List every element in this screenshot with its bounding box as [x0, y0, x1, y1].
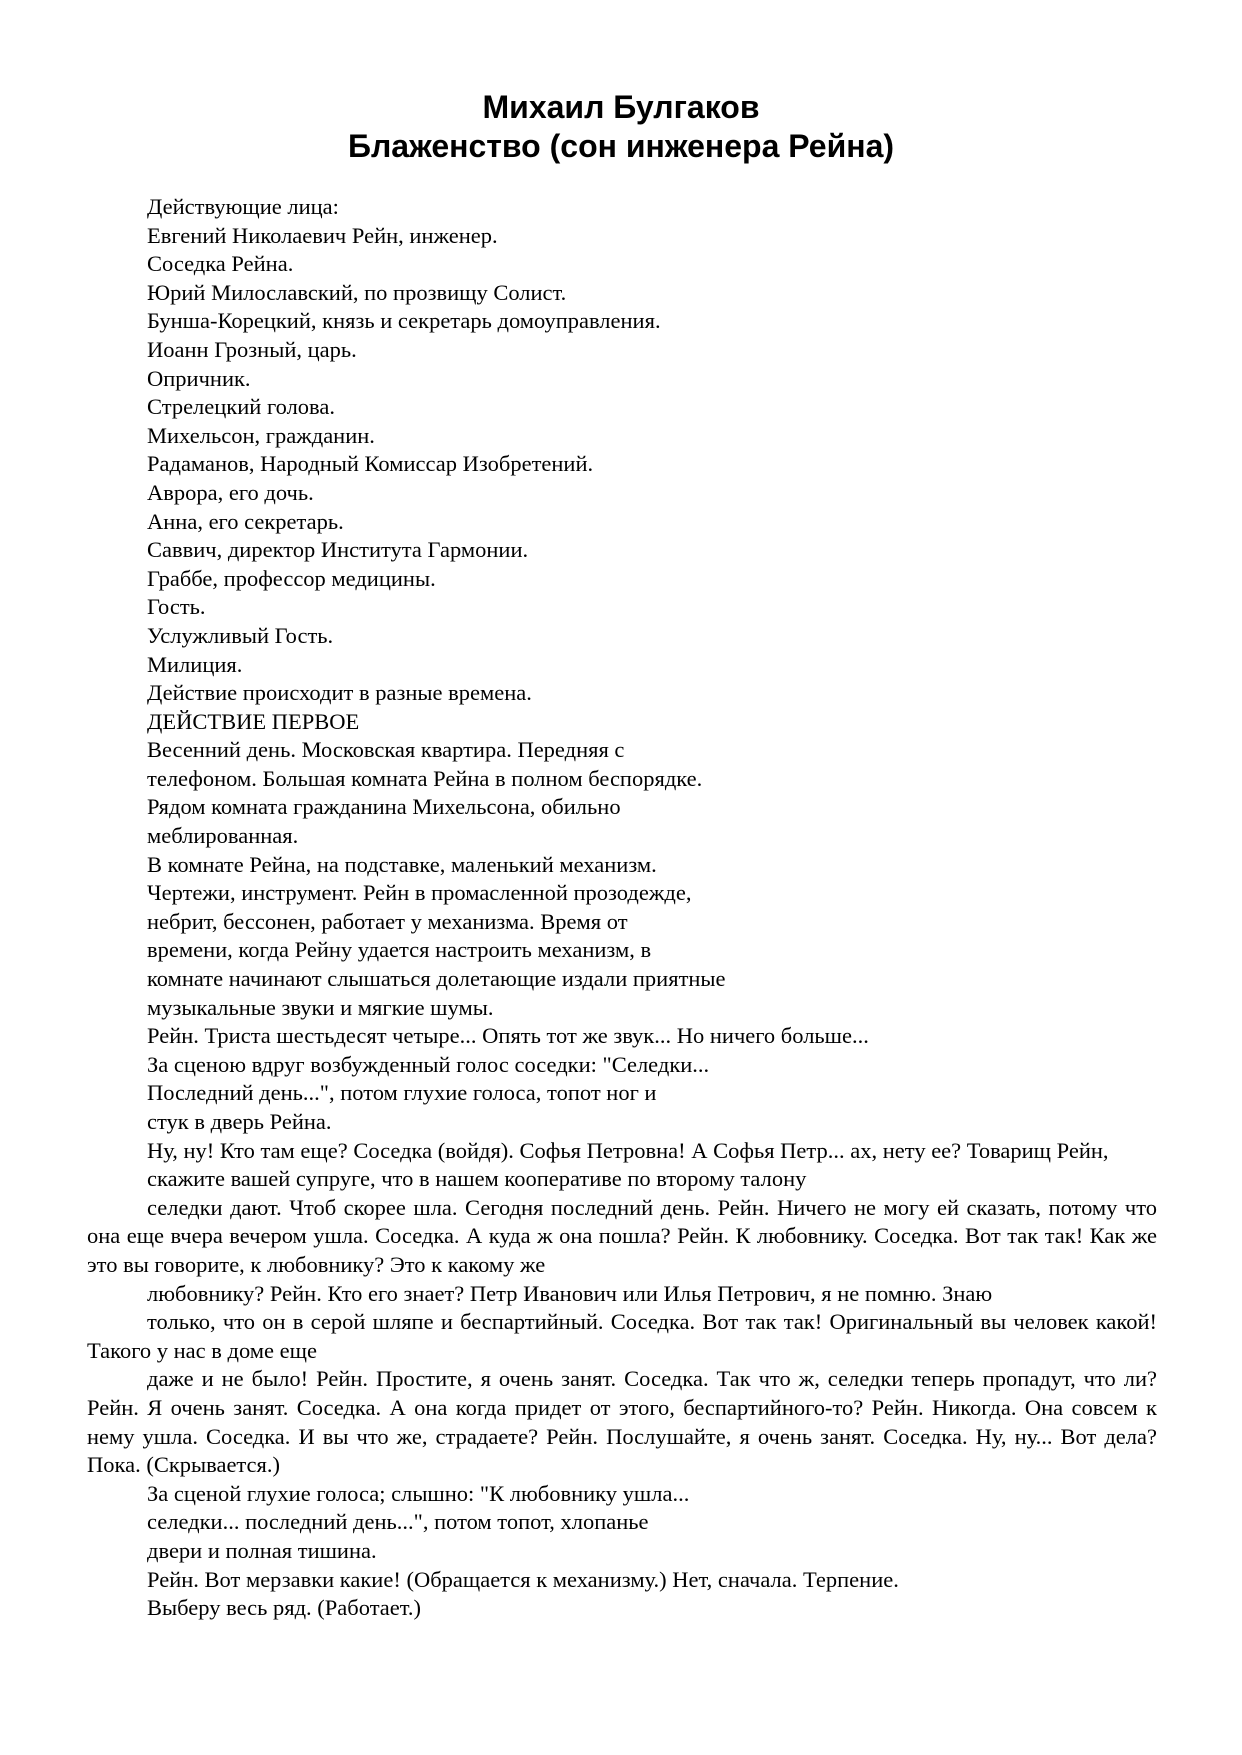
text-line: Весенний день. Московская квартира. Передняя с: [147, 737, 625, 763]
text-line: Милиция.: [147, 651, 243, 677]
text-line: Бунша-Корецкий, князь и секретарь домоуправления.: [147, 308, 661, 334]
text-line: Евгений Николаевич Рейн, инженер.: [147, 222, 498, 248]
text-line: Граббе, профессор медицины.: [147, 565, 436, 591]
text-line: Саввич, директор Института Гармонии.: [147, 537, 529, 563]
text-line: Действующие лица:: [147, 194, 339, 219]
text-line: Выберу весь ряд. (Работает.): [147, 1595, 422, 1621]
text-line: Стрелецкий голова.: [147, 394, 335, 420]
text-line: Гость.: [147, 594, 206, 620]
text-line: Чертежи, инструмент. Рейн в промасленной прозодежде,: [147, 880, 692, 906]
text-line: скажите вашей супруге, что в нашем кооперативе по второму талону: [147, 1166, 807, 1192]
text-line: Последний день...", потом глухие голоса, топот ног и: [147, 1080, 657, 1106]
text-line: Действие происходит в разные времена.: [147, 680, 532, 706]
text-line: Опричник.: [147, 365, 251, 391]
text-line: Михельсон, гражданин.: [147, 422, 375, 448]
text-line: телефоном. Большая комната Рейна в полном беспорядке.: [147, 765, 703, 791]
text-line: За сценою вдруг возбужденный голос соседки: "Селедки...: [147, 1051, 710, 1077]
text-paragraph: Ну, ну! Кто там еще? Соседка (войдя). Софья Петровна! А Софья Петр... ах, нету ее? Товарищ Рейн,: [147, 1137, 1109, 1163]
text-line: Иоанн Грозный, царь.: [147, 336, 357, 362]
text-line: комнате начинают слышаться долетающие издали приятные: [147, 966, 726, 992]
text-line: селедки... последний день...", потом топот, хлопанье: [147, 1509, 649, 1535]
text-line: стук в дверь Рейна.: [147, 1109, 332, 1134]
text-paragraph: только, что он в серой шляпе и беспартийный. Соседка. Вот так так! Оригинальный вы человек какой! Такого у нас в доме еще: [87, 1309, 1157, 1363]
text-line: музыкальные звуки и мягкие шумы.: [147, 994, 494, 1020]
text-line: Услужливый Гость.: [147, 622, 334, 648]
title-block: [0, 88, 1242, 166]
text-line: Рейн. Триста шестьдесят четыре... Опять тот же звук... Но ничего больше...: [147, 1023, 869, 1049]
text-line: Анна, его секретарь.: [147, 508, 344, 534]
text-line: Юрий Милославский, по прозвищу Солист.: [147, 279, 567, 305]
text-line: За сценой глухие голоса; слышно: "К любовнику ушла...: [147, 1480, 690, 1506]
text-line: меблированная.: [147, 823, 299, 849]
text-paragraph: даже и не было! Рейн. Простите, я очень занят. Соседка. Так что ж, селедки теперь пропадут, что ли? Рейн. Я очень занят. Соседка. А она когда придет от этого, беспартийного-то? Рейн. Никогда. Она совсем к нему ушла. Соседка. И вы что же, страдаете? Рейн. Послушайте, я очень занят. Соседка. Ну, ну... Вот дела? Пока. (Скрывается.): [87, 1366, 1157, 1478]
text-line: Аврора, его дочь.: [147, 479, 314, 505]
text-line: В комнате Рейна, на подставке, маленький механизм.: [147, 851, 657, 877]
text-line: двери и полная тишина.: [147, 1537, 377, 1563]
text-line: времени, когда Рейну удается настроить механизм, в: [147, 937, 652, 963]
text-line: любовнику? Рейн. Кто его знает? Петр Иванович или Илья Петрович, я не помню. Знаю: [147, 1280, 993, 1306]
text-line: Радаманов, Народный Комиссар Изобретений.: [147, 451, 594, 477]
text-line: Рядом комната гражданина Михельсона, обильно: [147, 794, 621, 820]
document-title: Блаженство (сон инженера Рейна): [347, 128, 895, 164]
text-line: Рейн. Вот мерзавки какие! (Обращается к механизму.) Нет, сначала. Терпение.: [147, 1566, 899, 1592]
text-line: Соседка Рейна.: [147, 251, 294, 277]
author-name: Михаил Булгаков: [482, 89, 760, 125]
document-body: [87, 193, 1157, 1623]
text-paragraph: селедки дают. Чтоб скорее шла. Сегодня последний день. Рейн. Ничего не могу ей сказать, потому что она еще вчера вечером ушла. Соседка. А куда ж она пошла? Рейн. К любовнику. Соседка. Вот так так! Как же это вы говорите, к любовнику? Это к какому же: [87, 1194, 1157, 1277]
text-line: ДЕЙСТВИЕ ПЕРВОЕ: [147, 708, 360, 734]
text-line: небрит, бессонен, работает у механизма. Время от: [147, 908, 628, 934]
